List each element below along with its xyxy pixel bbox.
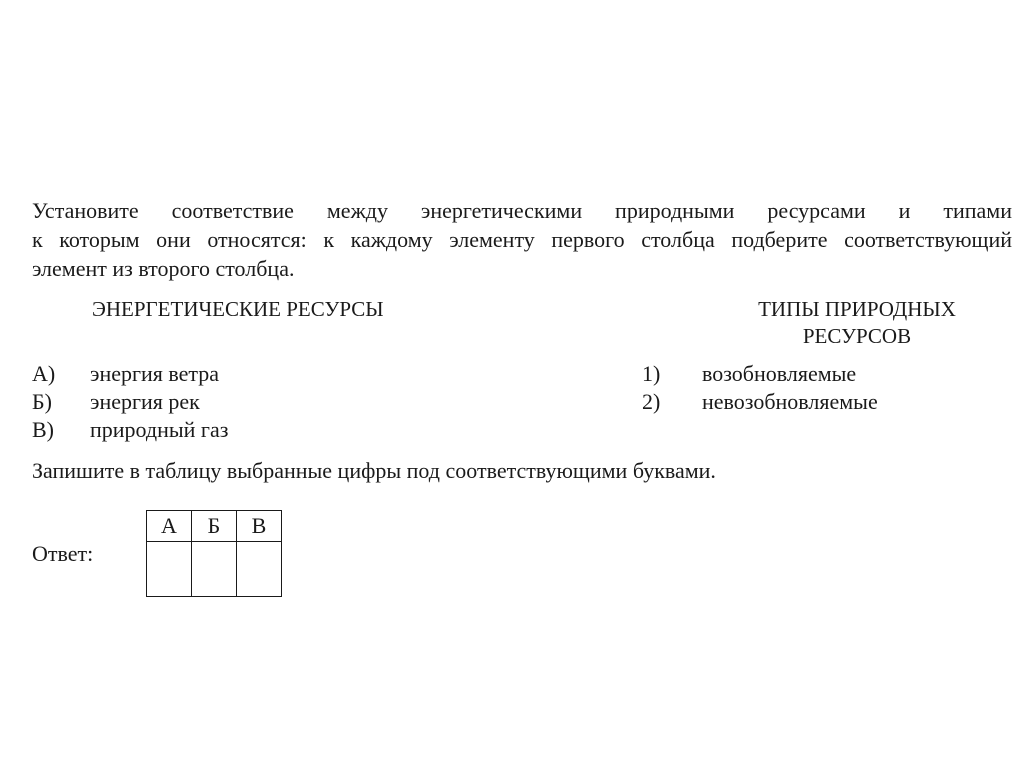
left-column-header: ЭНЕРГЕТИЧЕСКИЕ РЕСУРСЫ — [92, 297, 384, 321]
list-item — [642, 360, 878, 388]
right-column-header-line-1: ТИПЫ ПРИРОДНЫХ — [758, 297, 956, 321]
list-item-key: В) — [32, 417, 54, 442]
list-item — [32, 388, 228, 416]
task-line-3: элемент из второго столбца. — [32, 256, 295, 281]
resources-list — [32, 360, 228, 444]
list-item-text: возобновляемые — [702, 361, 857, 386]
answer-header-row — [147, 511, 282, 542]
list-item-key: 2) — [642, 389, 661, 414]
list-item — [642, 388, 878, 416]
answer-label: Ответ: — [32, 541, 94, 566]
right-column-header — [720, 296, 994, 350]
list-item-text: энергия рек — [90, 389, 200, 414]
task-line-2: к которым они относятся: к каждому элементу первого столбца подберите соответствующий — [32, 227, 1012, 252]
list-item-key: Б) — [32, 389, 52, 414]
task-line-1: Установите соответствие между энергетическими природными ресурсами и типами — [32, 198, 1012, 223]
list-item-key: 1) — [642, 361, 661, 386]
list-item — [32, 360, 228, 388]
answer-cell[interactable] — [147, 542, 192, 597]
answer-header-cell: Б — [192, 511, 237, 542]
task-text — [32, 196, 1012, 283]
answer-cell[interactable] — [192, 542, 237, 597]
answer-header-cell: В — [237, 511, 282, 542]
answer-input-row — [147, 542, 282, 597]
right-column-header-line-2: РЕСУРСОВ — [802, 324, 912, 348]
answer-header-cell: А — [147, 511, 192, 542]
answer-table — [146, 510, 282, 597]
instruction-text: Запишите в таблицу выбранные цифры под соответствующими буквами. — [32, 458, 716, 483]
answer-cell[interactable] — [237, 542, 282, 597]
list-item-text: энергия ветра — [90, 361, 220, 386]
list-item-key: А) — [32, 361, 56, 386]
list-item-text: природный газ — [90, 417, 229, 442]
types-list — [642, 360, 878, 416]
list-item-text: невозобновляемые — [702, 389, 878, 414]
list-item — [32, 416, 228, 444]
